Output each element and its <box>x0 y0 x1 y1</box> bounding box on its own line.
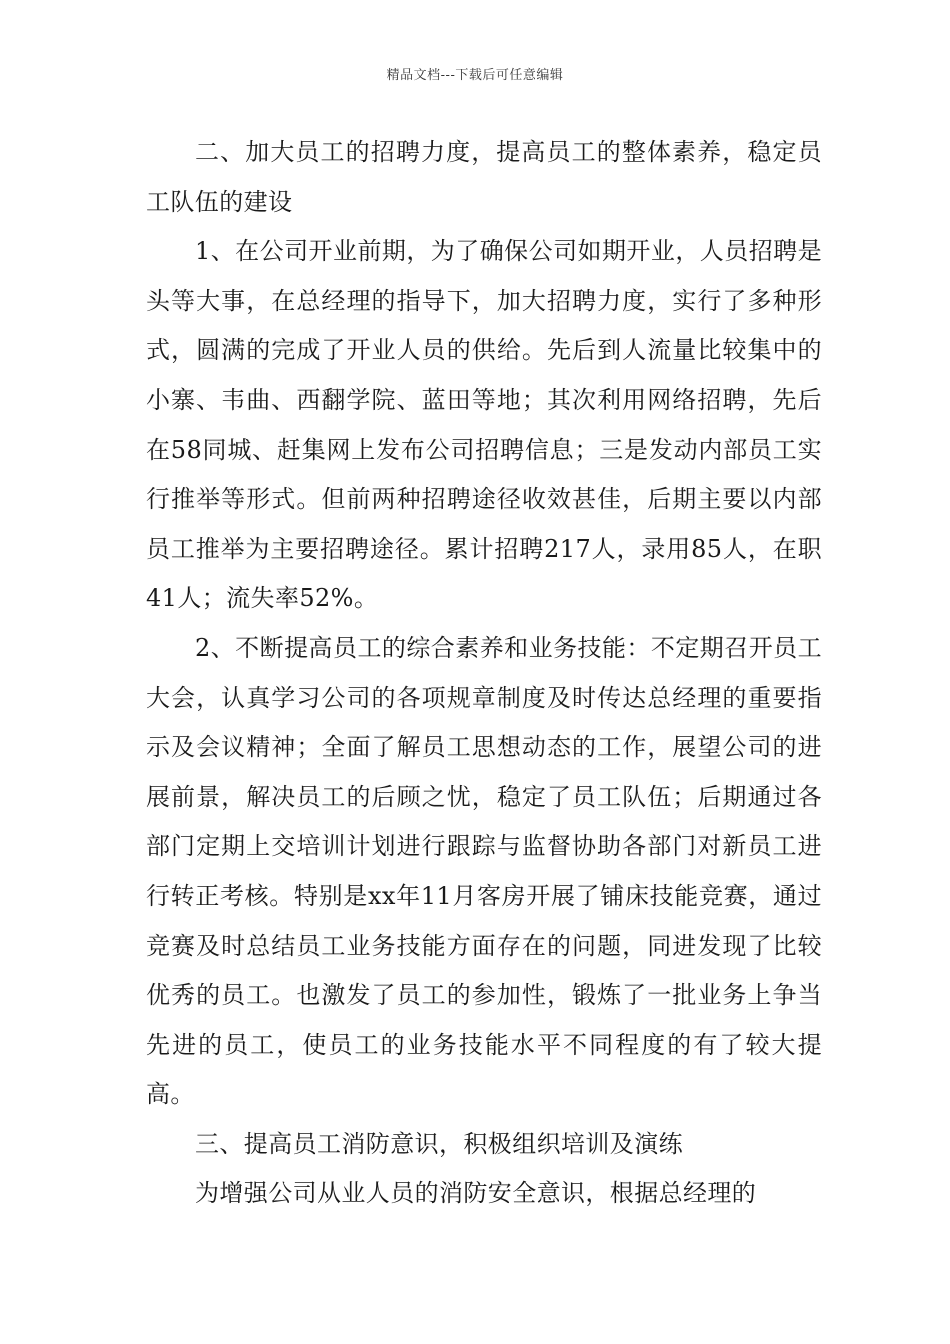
section-heading-recruitment: 二、加大员工的招聘力度，提高员工的整体素养，稳定员工队伍的建设 <box>146 138 822 216</box>
page-header: 精品文档---下载后可任意编辑 <box>386 68 564 83</box>
section-heading-fire-safety: 三、提高员工消防意识，积极组织培训及演练 <box>195 1129 683 1158</box>
paragraph-staff-training: 2、不断提高员工的综合素养和业务技能：不定期召开员工大会，认真学习公司的各项规章制度及时传达总经理的重要指示及会议精神；全面了解员工思想动态的工作，展望公司的进展前景，解决员工的后顾之忧，稳定了员工队伍；后期通过各部门定期上交培训计划进行跟踪与监督协助各部门对新员工进行转正考核。特别是xx年11月客房开展了铺床技能竞赛，通过竞赛及时总结员工业务技能方面存在的问题，同进发现了比较优秀的员工。也激发了员工的参加性，锻炼了一批业务上争当先进的员工，使员工的业务技能水平不同程度的有了较大提高。 <box>146 633 822 1109</box>
paragraph-recruitment-details: 1、在公司开业前期，为了确保公司如期开业，人员招聘是头等大事，在总经理的指导下，加大招聘力度，实行了多种形式，圆满的完成了开业人员的供给。先后到人流量比较集中的小寨、韦曲、西翻学院、蓝田等地；其次利用网络招聘，先后在58同城、赶集网上发布公司招聘信息；三是发动内部员工实行推举等形式。但前两种招聘途径收效甚佳，后期主要以内部员工推举为主要招聘途径。累计招聘217人，录用85人，在职41人；流失率52%。 <box>146 237 822 613</box>
document-body <box>146 128 822 1219</box>
paragraph-fire-safety-intro: 为增强公司从业人员的消防安全意识，根据总经理的 <box>195 1179 757 1208</box>
